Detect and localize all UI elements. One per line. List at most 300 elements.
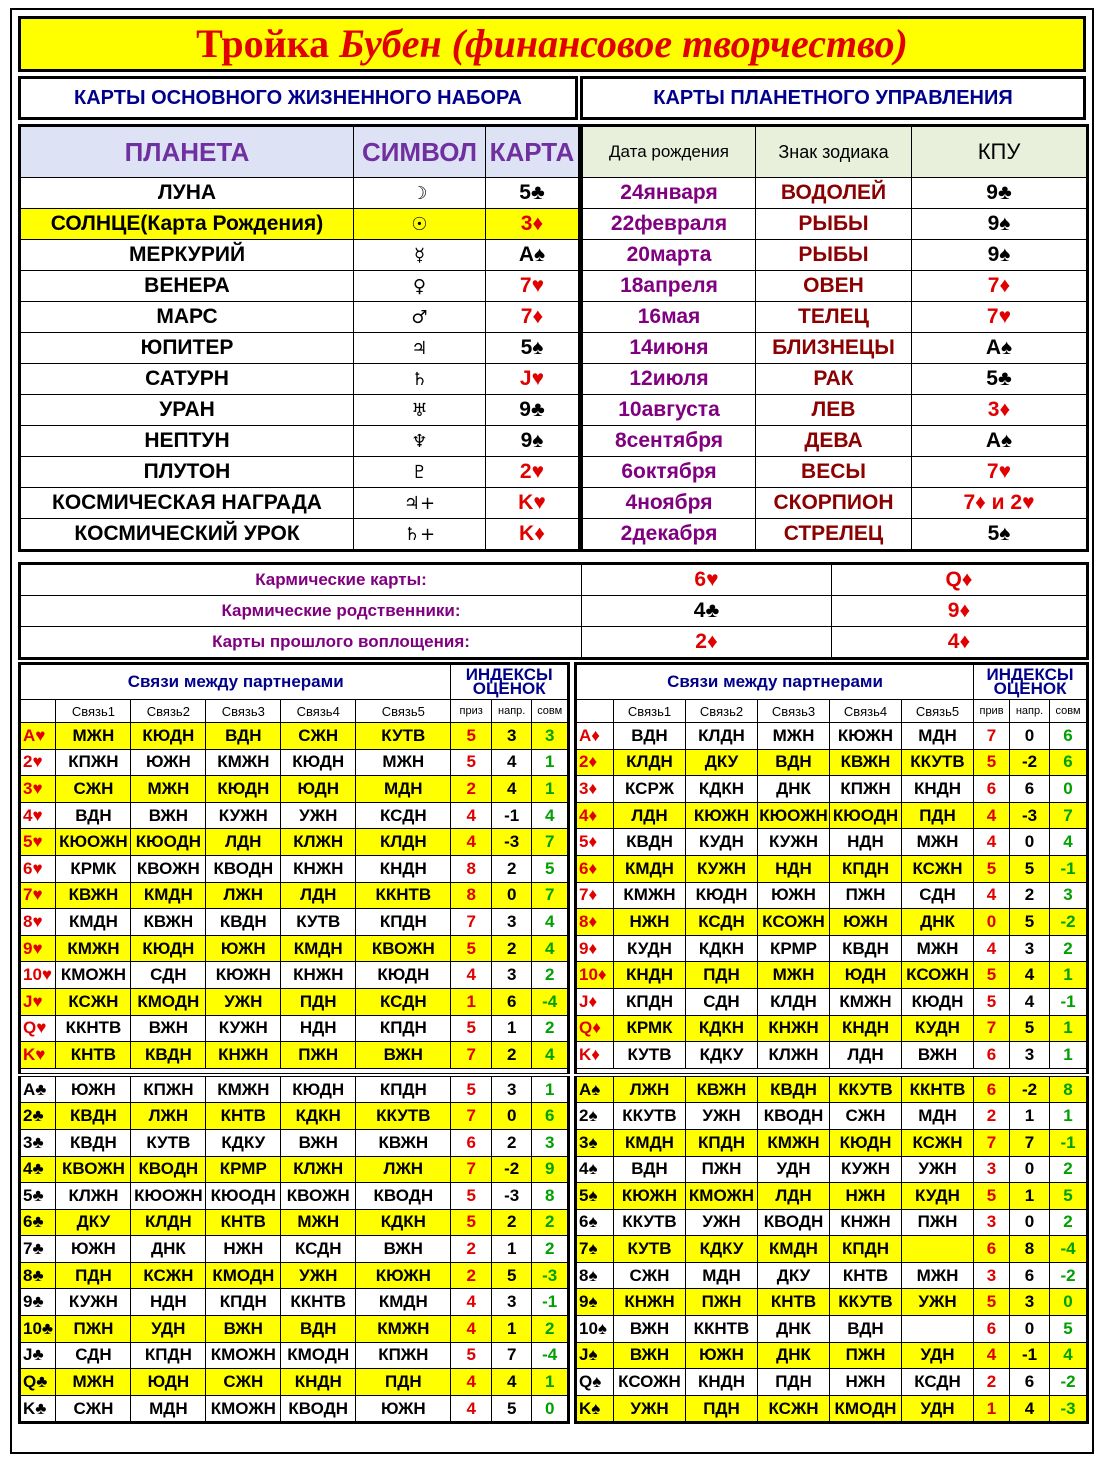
- relation-link: ВЖН: [614, 1342, 686, 1369]
- relation-link: ЛДН: [830, 1042, 902, 1069]
- kpu-card: 9♠: [912, 209, 1088, 240]
- relation-link: МЖН: [356, 749, 451, 776]
- relation-link: КЛДН: [614, 749, 686, 776]
- relation-link: КЛЖН: [56, 1183, 131, 1210]
- birth-date: 2декабря: [582, 519, 756, 551]
- relation-card: 3♦: [576, 776, 614, 803]
- kpu-card: 9♠: [912, 240, 1088, 271]
- index-value: -2: [1050, 909, 1088, 936]
- relation-card: 5♣: [20, 1183, 56, 1210]
- relation-row: [576, 962, 1088, 989]
- index-value: 5: [451, 1342, 492, 1369]
- planet-row: [20, 240, 580, 271]
- relation-row: [576, 1262, 1088, 1289]
- zodiac-header: Знак зодиака: [756, 126, 912, 178]
- index-value: 5: [1050, 1316, 1088, 1343]
- index-value: 1: [491, 1236, 532, 1263]
- relation-link: КПЖН: [56, 749, 131, 776]
- relation-link: КЮОЖН: [131, 1183, 206, 1210]
- karmic-label: Кармические родственники:: [20, 596, 582, 627]
- relation-link: ЮЖН: [686, 1342, 758, 1369]
- relation-link: ККНТВ: [356, 882, 451, 909]
- planet-name: САТУРН: [20, 364, 354, 395]
- relation-link: [902, 1316, 974, 1343]
- index-value: 0: [1010, 723, 1050, 750]
- relation-link: ПЖН: [686, 1156, 758, 1183]
- relation-card: 9♣: [20, 1289, 56, 1316]
- relation-link: ЮЖН: [56, 1236, 131, 1263]
- index-value: 6: [1050, 723, 1088, 750]
- index-value: -3: [532, 1262, 569, 1289]
- relation-link: ВЖН: [614, 1316, 686, 1343]
- relation-link: КНТВ: [758, 1289, 830, 1316]
- birth-date: 10августа: [582, 395, 756, 426]
- relation-link: КЮОДН: [131, 829, 206, 856]
- planet-row: [20, 488, 580, 519]
- relation-link: КЮДН: [902, 988, 974, 1015]
- relation-link: МДН: [131, 1395, 206, 1423]
- relation-link: ПЖН: [902, 1209, 974, 1236]
- relation-link: КЛДН: [758, 988, 830, 1015]
- relation-link: ККУТВ: [830, 1075, 902, 1103]
- index-value: 5: [491, 1395, 532, 1423]
- relation-link: НДН: [281, 1015, 356, 1042]
- index-value: 3: [491, 723, 532, 750]
- birth-date: 6октября: [582, 457, 756, 488]
- planet-name: ВЕНЕРА: [20, 271, 354, 302]
- relation-link: КДКН: [686, 935, 758, 962]
- relation-link: КУТВ: [356, 723, 451, 750]
- relation-link: НЖН: [206, 1236, 281, 1263]
- relation-link: КРМР: [758, 935, 830, 962]
- relation-link: МДН: [356, 776, 451, 803]
- kpu-card: A♠: [912, 426, 1088, 457]
- index-value: 1: [1010, 1103, 1050, 1130]
- relation-row: [20, 1103, 569, 1130]
- relation-link: КЮЖН: [614, 1183, 686, 1210]
- relation-link: ДНК: [758, 1342, 830, 1369]
- index-value: 3: [491, 1075, 532, 1103]
- index-value: -2: [1050, 1262, 1088, 1289]
- kpu-card: 7♦ и 2♥: [912, 488, 1088, 519]
- index-value: 4: [451, 1289, 492, 1316]
- relation-link: КМДН: [758, 1236, 830, 1263]
- index-value: 0: [491, 1103, 532, 1130]
- index-value: 5: [451, 935, 492, 962]
- relation-link: ДНК: [131, 1236, 206, 1263]
- index-value: 4: [532, 935, 569, 962]
- index-value: 7: [451, 1103, 492, 1130]
- zodiac-sign: РЫБЫ: [756, 240, 912, 271]
- relation-row: [576, 1129, 1088, 1156]
- relation-row: [20, 749, 569, 776]
- relation-link: КСЖН: [758, 1395, 830, 1423]
- subheader-7: совм: [532, 700, 569, 723]
- relation-link: КПДН: [356, 1015, 451, 1042]
- karmic-card-2: 9♦: [832, 596, 1088, 627]
- relation-row: [576, 723, 1088, 750]
- relation-link: КВОДН: [206, 855, 281, 882]
- index-value: 0: [491, 882, 532, 909]
- relation-row: [20, 1236, 569, 1263]
- relation-row: [20, 909, 569, 936]
- relation-card: 7♦: [576, 882, 614, 909]
- relation-row: [576, 1395, 1088, 1423]
- subheader-1: Связь2: [131, 700, 206, 723]
- relation-link: КУТВ: [614, 1042, 686, 1069]
- planet-header: ПЛАНЕТА: [20, 126, 354, 178]
- index-value: 1: [532, 776, 569, 803]
- relation-link: КЮДН: [830, 1129, 902, 1156]
- index-value: 3: [491, 909, 532, 936]
- relation-link: ККНТВ: [281, 1289, 356, 1316]
- relation-link: МЖН: [902, 935, 974, 962]
- relation-row: [20, 1042, 569, 1069]
- relation-row: [20, 855, 569, 882]
- relation-row: [20, 1395, 569, 1423]
- subheader-6: напр.: [491, 700, 532, 723]
- index-value: -2: [1010, 749, 1050, 776]
- index-value: 1: [532, 1369, 569, 1396]
- kpu-row: [582, 395, 1088, 426]
- relation-link: КУТВ: [614, 1236, 686, 1263]
- relation-row: [20, 1342, 569, 1369]
- relation-link: ЛЖН: [356, 1156, 451, 1183]
- index-value: 7: [1050, 802, 1088, 829]
- zodiac-sign: ТЕЛЕЦ: [756, 302, 912, 333]
- relation-link: ЮДН: [830, 962, 902, 989]
- relation-link: СДН: [131, 962, 206, 989]
- kpu-row: [582, 302, 1088, 333]
- relation-link: НДН: [758, 855, 830, 882]
- relation-card: 2♥: [20, 749, 56, 776]
- index-value: 3: [1010, 935, 1050, 962]
- index-value: 5: [451, 1209, 492, 1236]
- kpu-card: 5♣: [912, 364, 1088, 395]
- section-header-planetary: КАРТЫ ПЛАНЕТНОГО УПРАВЛЕНИЯ: [580, 76, 1086, 120]
- index-value: 6: [451, 1129, 492, 1156]
- subheader-2: Связь3: [758, 700, 830, 723]
- relation-link: ПДН: [56, 1262, 131, 1289]
- index-value: 4: [491, 749, 532, 776]
- relation-link: ЛДН: [758, 1183, 830, 1210]
- relation-card: 4♠: [576, 1156, 614, 1183]
- index-value: -1: [1050, 855, 1088, 882]
- planet-row: [20, 178, 580, 209]
- relation-link: КУЖН: [206, 1015, 281, 1042]
- index-value: 2: [1050, 1209, 1088, 1236]
- karmic-label: Карты прошлого воплощения:: [20, 627, 582, 659]
- index-value: 7: [974, 1129, 1010, 1156]
- relation-row: [576, 1042, 1088, 1069]
- relation-link: ВЖН: [356, 1236, 451, 1263]
- relation-card: K♠: [576, 1395, 614, 1423]
- index-value: 1: [1050, 1042, 1088, 1069]
- planet-name: МЕРКУРИЙ: [20, 240, 354, 271]
- index-value: 1: [491, 1316, 532, 1343]
- index-value: -1: [1010, 1342, 1050, 1369]
- relation-link: КЛЖН: [281, 829, 356, 856]
- planet-row: [20, 209, 580, 240]
- subheader-7: совм: [1050, 700, 1088, 723]
- index-value: 4: [1010, 988, 1050, 1015]
- relation-link: СЖН: [56, 776, 131, 803]
- relation-card: A♣: [20, 1075, 56, 1103]
- relation-link: КПДН: [131, 1342, 206, 1369]
- planet-name: КОСМИЧЕСКАЯ НАГРАДА: [20, 488, 354, 519]
- relation-link: КДКН: [686, 1015, 758, 1042]
- page: [10, 8, 1094, 1454]
- index-value: 5: [451, 1183, 492, 1210]
- zodiac-sign: СКОРПИОН: [756, 488, 912, 519]
- relation-link: СДН: [902, 882, 974, 909]
- index-value: 2: [451, 1236, 492, 1263]
- relation-card: Q♠: [576, 1369, 614, 1396]
- relation-link: КЛЖН: [758, 1042, 830, 1069]
- index-value: -1: [1050, 1129, 1088, 1156]
- relation-link: КПЖН: [131, 1075, 206, 1103]
- index-value: 2: [1010, 882, 1050, 909]
- planet-row: [20, 302, 580, 333]
- relations-title: Связи между партнерами: [20, 664, 451, 700]
- planet-name: СОЛНЦЕ(Карта Рождения): [20, 209, 354, 240]
- relation-row: [20, 1289, 569, 1316]
- planet-header-row: [20, 126, 580, 178]
- relation-link: КУЖН: [686, 855, 758, 882]
- relation-link: ЮЖН: [131, 749, 206, 776]
- relation-link: КНЖН: [614, 1289, 686, 1316]
- relation-link: КНЖН: [281, 855, 356, 882]
- index-value: 8: [451, 882, 492, 909]
- relation-link: КУДН: [902, 1015, 974, 1042]
- relation-row: [576, 802, 1088, 829]
- index-value: 2: [1050, 1156, 1088, 1183]
- index-value: 2: [1050, 935, 1088, 962]
- relation-link: КНЖН: [830, 1209, 902, 1236]
- index-value: 8: [451, 855, 492, 882]
- relation-link: КВДН: [830, 935, 902, 962]
- relation-link: СДН: [56, 1342, 131, 1369]
- relation-link: КВОЖН: [131, 855, 206, 882]
- relation-card: 10♣: [20, 1316, 56, 1343]
- index-value: 4: [451, 1395, 492, 1423]
- relation-link: ПДН: [356, 1369, 451, 1396]
- relation-card: 6♦: [576, 855, 614, 882]
- index-value: -3: [1010, 802, 1050, 829]
- planet-name: ПЛУТОН: [20, 457, 354, 488]
- relation-link: КПДН: [830, 855, 902, 882]
- relation-link: ПДН: [902, 802, 974, 829]
- index-value: 4: [974, 882, 1010, 909]
- planet-card: K♥: [486, 488, 580, 519]
- relation-link: КВЖН: [131, 909, 206, 936]
- relation-link: МДН: [686, 1262, 758, 1289]
- relation-link: СЖН: [830, 1103, 902, 1130]
- zodiac-sign: РЫБЫ: [756, 209, 912, 240]
- karmic-card-1: 6♥: [582, 564, 832, 596]
- planet-row: [20, 395, 580, 426]
- relation-link: КУДН: [902, 1183, 974, 1210]
- planet-symbol: ☿: [354, 240, 486, 271]
- index-value: 1: [1050, 962, 1088, 989]
- relation-link: КПЖН: [830, 776, 902, 803]
- planet-name: ЛУНА: [20, 178, 354, 209]
- relation-link: КНДН: [902, 776, 974, 803]
- kpu-card: 5♠: [912, 519, 1088, 551]
- index-value: 1: [1050, 1015, 1088, 1042]
- relation-card: Q♣: [20, 1369, 56, 1396]
- relation-link: ВЖН: [131, 802, 206, 829]
- relation-link: КВЖН: [356, 1129, 451, 1156]
- relation-link: МДН: [902, 1103, 974, 1130]
- relation-link: [902, 1236, 974, 1263]
- index-value: 2: [491, 1129, 532, 1156]
- relation-row: [576, 935, 1088, 962]
- relation-link: КМОЖН: [206, 1395, 281, 1423]
- zodiac-sign: РАК: [756, 364, 912, 395]
- relation-link: КСДН: [356, 802, 451, 829]
- birth-date: 12июля: [582, 364, 756, 395]
- relation-link: ВДН: [56, 802, 131, 829]
- relation-link: КМЖН: [206, 749, 281, 776]
- subheader-3: Связь4: [830, 700, 902, 723]
- relation-link: КВОЖН: [356, 935, 451, 962]
- index-value: 4: [451, 829, 492, 856]
- kpu-row: [582, 519, 1088, 551]
- relation-card: 8♣: [20, 1262, 56, 1289]
- relation-link: КЮДН: [131, 723, 206, 750]
- planet-symbol: ♃: [354, 333, 486, 364]
- karmic-card-1: 2♦: [582, 627, 832, 659]
- birth-date: 16мая: [582, 302, 756, 333]
- section-header-basic: КАРТЫ ОСНОВНОГО ЖИЗНЕННОГО НАБОРА: [18, 76, 578, 120]
- relation-link: ВЖН: [281, 1129, 356, 1156]
- page-title: [18, 16, 1086, 72]
- relation-link: КМДН: [56, 909, 131, 936]
- zodiac-sign: ВОДОЛЕЙ: [756, 178, 912, 209]
- relation-link: КУТВ: [281, 909, 356, 936]
- relation-link: КВДН: [206, 909, 281, 936]
- index-value: 0: [1010, 1156, 1050, 1183]
- relation-link: ДКУ: [686, 749, 758, 776]
- relation-link: СЖН: [56, 1395, 131, 1423]
- kpu-card: 7♥: [912, 457, 1088, 488]
- karmic-card-2: Q♦: [832, 564, 1088, 596]
- relation-link: КПЖН: [356, 1342, 451, 1369]
- relation-link: КМЖН: [206, 1075, 281, 1103]
- index-value: 0: [532, 1395, 569, 1423]
- relation-link: КВОДН: [758, 1209, 830, 1236]
- relation-card: 10♠: [576, 1316, 614, 1343]
- relation-row: [20, 1015, 569, 1042]
- relation-card: 3♠: [576, 1129, 614, 1156]
- relation-link: КНДН: [281, 1369, 356, 1396]
- relation-card: 2♣: [20, 1103, 56, 1130]
- relation-link: ВДН: [830, 1316, 902, 1343]
- relation-link: ВДН: [614, 723, 686, 750]
- relation-card: 9♦: [576, 935, 614, 962]
- relation-link: КСДН: [686, 909, 758, 936]
- index-value: 7: [451, 1156, 492, 1183]
- relation-link: ПДН: [686, 1395, 758, 1423]
- relation-link: КСЖН: [902, 855, 974, 882]
- relation-card: 2♦: [576, 749, 614, 776]
- relation-link: КЮДН: [281, 1075, 356, 1103]
- birth-date: 4ноября: [582, 488, 756, 519]
- relation-card: Q♥: [20, 1015, 56, 1042]
- relation-link: ЛЖН: [206, 882, 281, 909]
- relation-link: УЖН: [614, 1395, 686, 1423]
- index-value: 5: [451, 723, 492, 750]
- index-value: 1: [491, 1015, 532, 1042]
- relation-link: КНДН: [686, 1369, 758, 1396]
- index-value: 4: [451, 962, 492, 989]
- zodiac-sign: ВЕСЫ: [756, 457, 912, 488]
- zodiac-sign: ОВЕН: [756, 271, 912, 302]
- relation-row: [20, 1075, 569, 1103]
- relation-link: КДКН: [686, 776, 758, 803]
- kpu-row: [582, 333, 1088, 364]
- relation-link: ДКУ: [758, 1262, 830, 1289]
- index-value: 3: [1010, 1289, 1050, 1316]
- index-value: 1: [532, 1075, 569, 1103]
- relation-link: ЛЖН: [131, 1103, 206, 1130]
- relation-link: КНДН: [830, 1015, 902, 1042]
- relation-link: ККУТВ: [356, 1103, 451, 1130]
- relation-link: ВДН: [614, 1156, 686, 1183]
- relation-link: КМДН: [281, 935, 356, 962]
- planet-symbol: ♇: [354, 457, 486, 488]
- relation-link: ЮЖН: [356, 1395, 451, 1423]
- index-value: 5: [451, 1075, 492, 1103]
- relation-card: 2♠: [576, 1103, 614, 1130]
- relation-link: КВДН: [131, 1042, 206, 1069]
- subheader-3: Связь4: [281, 700, 356, 723]
- index-value: 4: [974, 935, 1010, 962]
- relation-link: КЮЖН: [830, 723, 902, 750]
- relation-card: 8♥: [20, 909, 56, 936]
- relation-link: КЮОЖН: [56, 829, 131, 856]
- relation-link: СДН: [686, 988, 758, 1015]
- index-value: 2: [491, 855, 532, 882]
- relation-card: A♦: [576, 723, 614, 750]
- birth-date: 14июня: [582, 333, 756, 364]
- relation-link: ПЖН: [281, 1042, 356, 1069]
- planet-card: 7♥: [486, 271, 580, 302]
- relation-link: КРМК: [56, 855, 131, 882]
- relation-row: [576, 1075, 1088, 1103]
- relation-link: КМЖН: [614, 882, 686, 909]
- kpu-card: 7♥: [912, 302, 1088, 333]
- relation-link: КЮОДН: [206, 1183, 281, 1210]
- planet-table: [18, 124, 581, 552]
- relation-link: КЮДН: [206, 776, 281, 803]
- relation-row: [576, 1369, 1088, 1396]
- relation-link: ЮДН: [131, 1369, 206, 1396]
- relation-row: [20, 723, 569, 750]
- relation-link: КНДН: [356, 855, 451, 882]
- relation-link: КДКУ: [686, 1042, 758, 1069]
- subheader-1: Связь2: [686, 700, 758, 723]
- index-value: 6: [1050, 749, 1088, 776]
- kpu-card: 7♦: [912, 271, 1088, 302]
- relation-link: ПДН: [758, 1369, 830, 1396]
- relation-row: [576, 1236, 1088, 1263]
- index-value: 0: [1010, 1316, 1050, 1343]
- relation-link: ККУТВ: [830, 1289, 902, 1316]
- relation-link: КСОЖН: [614, 1369, 686, 1396]
- relation-link: КВЖН: [830, 749, 902, 776]
